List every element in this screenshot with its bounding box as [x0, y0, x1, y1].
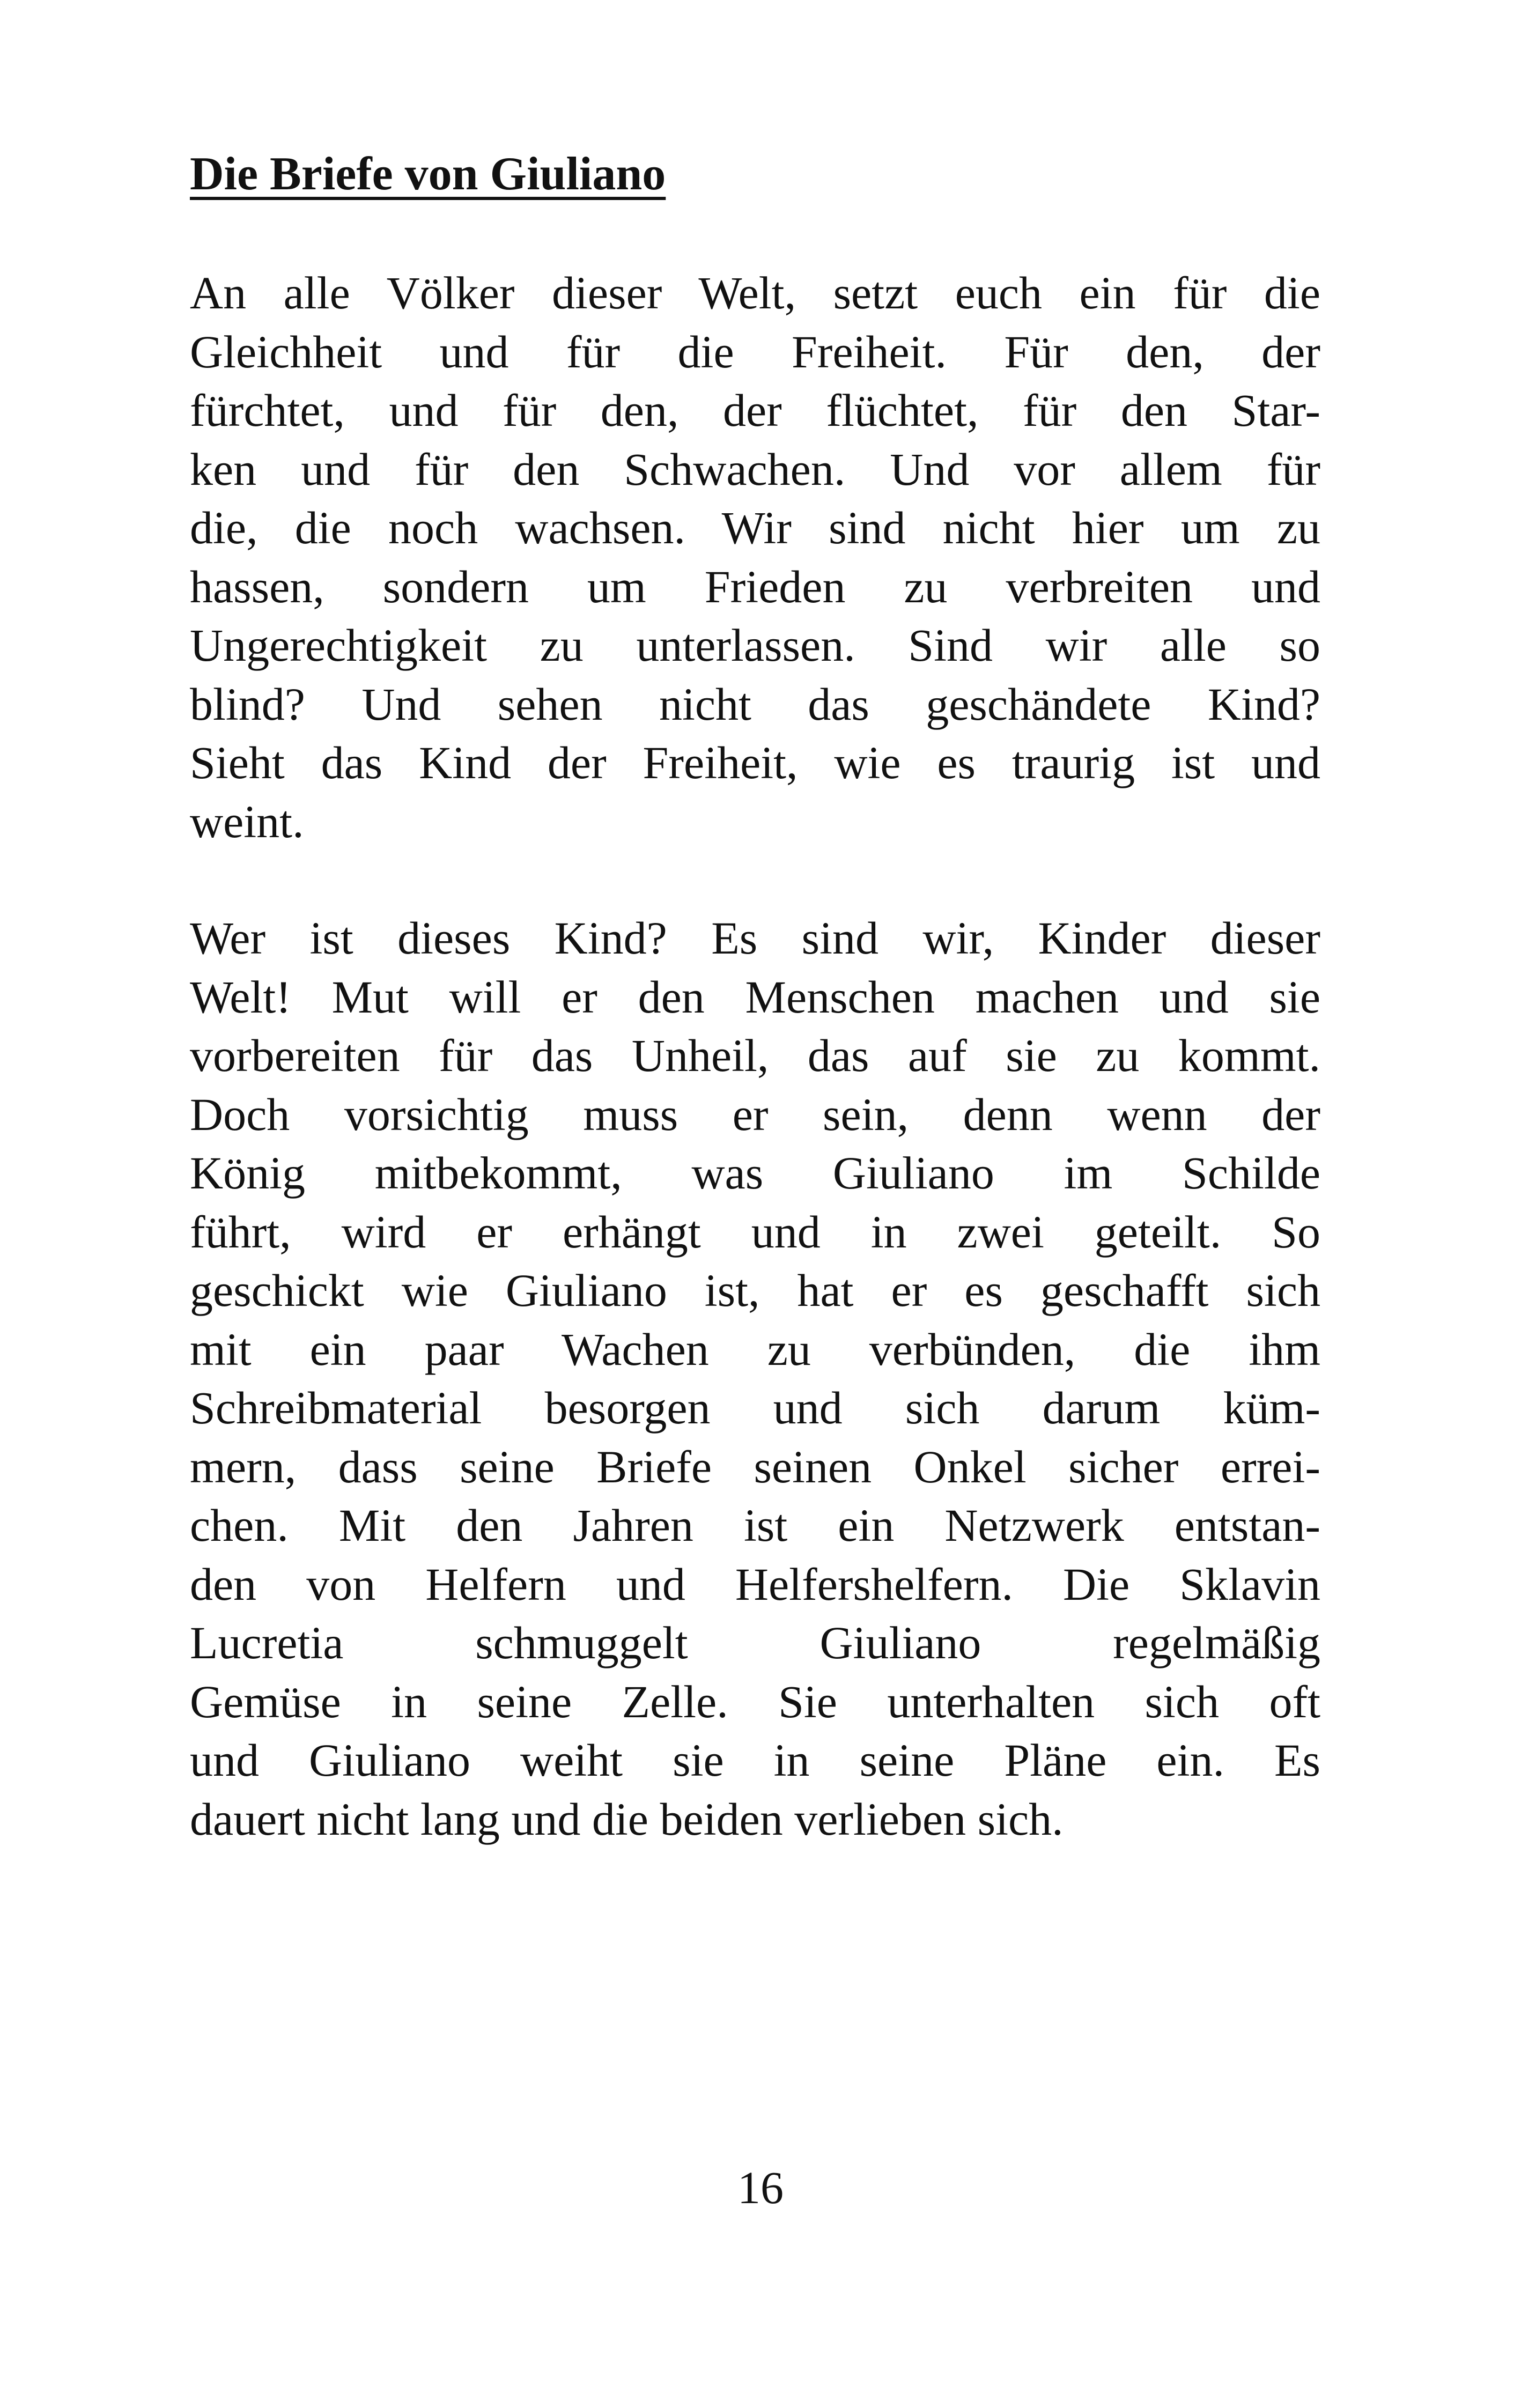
- paragraph-2: [190, 909, 1320, 1849]
- text-line: vorbereiten für das Unheil, das auf sie zu kommt.: [190, 1030, 1320, 1081]
- text-line: Ungerechtigkeit zu unterlassen. Sind wir alle so: [190, 619, 1320, 671]
- text-line: Lucretia schmuggelt Giuliano regelmäßig: [190, 1617, 1320, 1668]
- text-line: Gleichheit und für die Freiheit. Für den, der: [190, 326, 1320, 378]
- text-line: hassen, sondern um Frieden zu verbreiten und: [190, 560, 1320, 612]
- text-line: weint.: [190, 795, 304, 847]
- text-line: Gemüse in seine Zelle. Sie unterhalten sich oft: [190, 1675, 1320, 1727]
- text-line: und Giuliano weiht sie in seine Pläne ein. Es: [190, 1734, 1320, 1786]
- text-line: blind? Und sehen nicht das geschändete Kind?: [190, 678, 1320, 730]
- page-number: 16: [737, 2162, 784, 2213]
- text-line: geschickt wie Giuliano ist, hat er es geschafft sich: [190, 1265, 1320, 1316]
- text-line: ken und für den Schwachen. Und vor allem für: [190, 443, 1320, 495]
- text-line: die, die noch wachsen. Wir sind nicht hier um zu: [190, 502, 1320, 553]
- text-line: An alle Völker dieser Welt, setzt euch ein für die: [190, 267, 1320, 319]
- text-line: chen. Mit den Jahren ist ein Netzwerk entstan-: [190, 1500, 1320, 1551]
- text-line: fürchtet, und für den, der flüchtet, für den Star-: [190, 385, 1320, 436]
- text-line: Wer ist dieses Kind? Es sind wir, Kinder dieser: [190, 912, 1320, 964]
- text-line: Welt! Mut will er den Menschen machen und sie: [190, 971, 1320, 1023]
- text-line: dauert nicht lang und die beiden verlieben sich.: [190, 1793, 1064, 1845]
- text-line: Sieht das Kind der Freiheit, wie es traurig ist und: [190, 737, 1320, 788]
- paragraph-1: [190, 264, 1320, 851]
- text-line: mit ein paar Wachen zu verbünden, die ihm: [190, 1323, 1320, 1375]
- text-line: den von Helfern und Helfershelfern. Die Sklavin: [190, 1558, 1320, 1610]
- text-line: führt, wird er erhängt und in zwei geteilt. So: [190, 1206, 1320, 1258]
- text-line: König mitbekommt, was Giuliano im Schilde: [190, 1147, 1320, 1199]
- text-line: Schreibmaterial besorgen und sich darum küm-: [190, 1382, 1320, 1434]
- text-line: mern, dass seine Briefe seinen Onkel sicher errei-: [190, 1441, 1320, 1493]
- text-line: Doch vorsichtig muss er sein, denn wenn der: [190, 1088, 1320, 1140]
- chapter-title: Die Briefe von Giuliano: [190, 148, 666, 200]
